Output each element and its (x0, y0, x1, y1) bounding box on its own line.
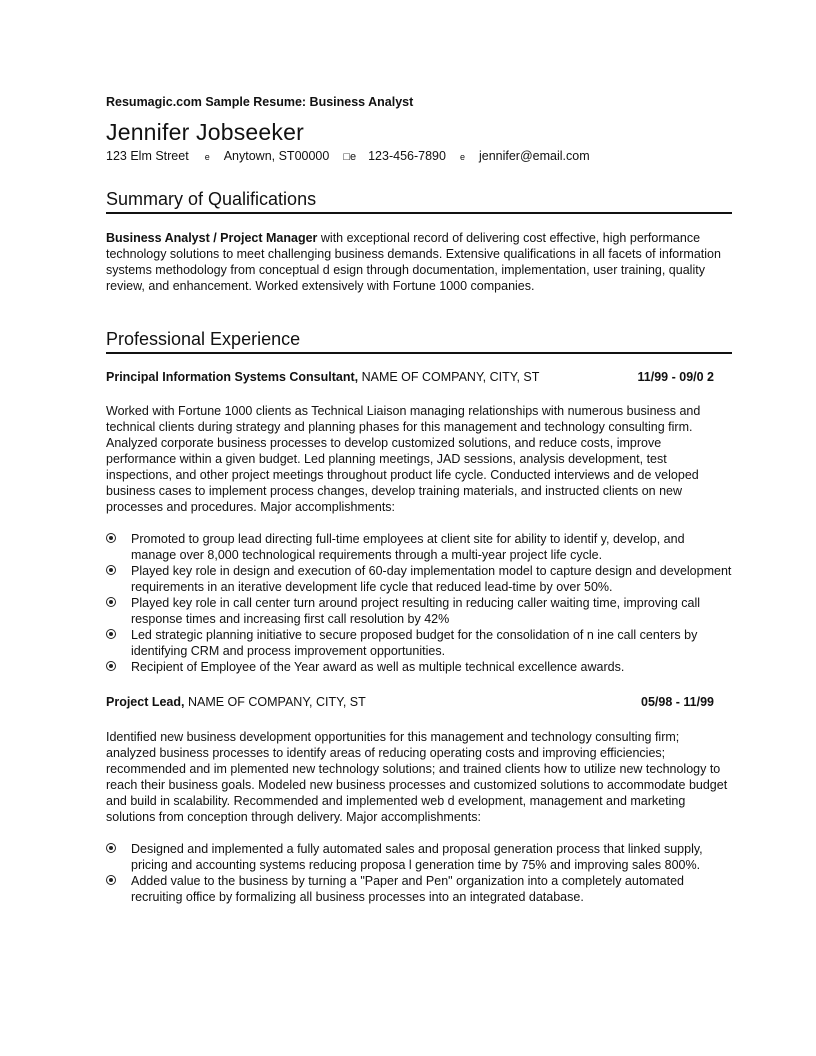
job-title-company (106, 695, 366, 709)
bullet-text: Recipient of Employee of the Year award as well as multiple technical excellence awards. (131, 660, 625, 674)
bullet-icon (106, 629, 116, 639)
bullet-icon (106, 597, 116, 607)
candidate-name: Jennifer Jobseeker (106, 119, 304, 145)
accomplishment-list (106, 841, 732, 905)
phone-icon: □e (343, 151, 357, 163)
phone: 123-456-7890 (368, 149, 446, 163)
list-item (106, 841, 732, 873)
list-item (106, 659, 732, 675)
job-title-company (106, 370, 539, 384)
job-company: NAME OF COMPANY, CITY, ST (184, 695, 366, 709)
job-role: Principal Information Systems Consultant, (106, 370, 359, 384)
email-icon: e (459, 152, 465, 162)
job-company: NAME OF COMPANY, CITY, ST (358, 370, 540, 384)
section-divider (106, 212, 732, 214)
bullet-icon (106, 533, 116, 543)
list-item (106, 595, 732, 627)
summary-text: with exceptional record of delivering cost effective, high performance technology solutions to meet challenging business demands. Extensive qualifications in all facets of information systems methodology from conceptual d esign through documentation, implementation, user training, quality review, and enhancement. Worked extensively with Fortune 1000 companies. (106, 231, 721, 293)
address: 123 Elm Street (106, 149, 189, 163)
contact-line (106, 149, 590, 163)
list-item (106, 627, 732, 659)
bullet-text: Promoted to group lead directing full-time employees at client site for ability to identif y, develop, and manage over 8,000 technological requirements through a multi-year project life cycle. (131, 532, 685, 562)
summary-paragraph (106, 230, 732, 294)
summary-lead: Business Analyst / Project Manager (106, 231, 318, 245)
section-title-experience: Professional Experience (106, 329, 301, 349)
job-description: Identified new business development opportunities for this management and technology consulting firm; analyzed business processes to identify areas of reducing operating costs and improving efficiencies; recommended and im plemented new technology solutions; and trained clients how to utilize new technology to reach their business goals. Modeled new business processes and customized solutions to accommodate budget and build in scalability. Recommended and implemented web d evelopment, management and marketing solutions from conception through delivery. Major accomplishments: (106, 730, 728, 824)
bullet-icon (106, 875, 116, 885)
list-item (106, 531, 732, 563)
separator-glyph: e (204, 152, 210, 162)
city: Anytown, ST00000 (223, 149, 330, 163)
list-item (106, 563, 732, 595)
accomplishment-list (106, 531, 732, 675)
section-divider (106, 352, 732, 354)
bullet-text: Designed and implemented a fully automated sales and proposal generation process that linked supply, pricing and accounting systems reducing proposa l generation time by 75% and improving sales 800%. (131, 842, 703, 872)
list-item (106, 873, 732, 905)
job-role: Project Lead, (106, 695, 185, 709)
bullet-icon (106, 661, 116, 671)
job-description: Worked with Fortune 1000 clients as Technical Liaison managing relationships with numerous business and technical clients during strategy and planning phases for this management and technology consulting firm. Analyzed corporate business processes to develop customized solutions, and reduce costs, improve performance within a given budget. Led planning meetings, JAD sessions, analysis development, test inspections, and other project meetings throughout product life cycle. Conducted interviews and de veloped business cases to implement process changes, develop training materials, and instructed clients on new processes and procedures. Major accomplishments: (106, 404, 701, 514)
bullet-text: Played key role in design and execution of 60-day implementation model to capture design and development requirements in an iterative development life cycle that reduced lead-time by over 50%. (131, 564, 732, 594)
bullet-icon (106, 565, 116, 575)
section-title-summary: Summary of Qualifications (106, 189, 317, 209)
job-dates: 11/99 - 09/0 2 (637, 370, 714, 384)
bullet-icon (106, 843, 116, 853)
job-heading (106, 370, 714, 384)
email: jennifer@email.com (478, 149, 590, 163)
document-header: Resumagic.com Sample Resume: Business Analyst (106, 95, 414, 109)
job-heading (106, 695, 714, 709)
bullet-text: Added value to the business by turning a "Paper and Pen" organization into a completely automated recruiting office by formalizing all business processes into an integrated database. (131, 874, 684, 904)
bullet-text: Led strategic planning initiative to secure proposed budget for the consolidation of n ine call centers by identifying CRM and process improvement opportunities. (131, 628, 698, 658)
bullet-text: Played key role in call center turn around project resulting in reducing caller waiting time, improving call response times and increasing first call resolution by 42% (131, 596, 701, 626)
job-dates: 05/98 - 11/99 (641, 695, 714, 709)
